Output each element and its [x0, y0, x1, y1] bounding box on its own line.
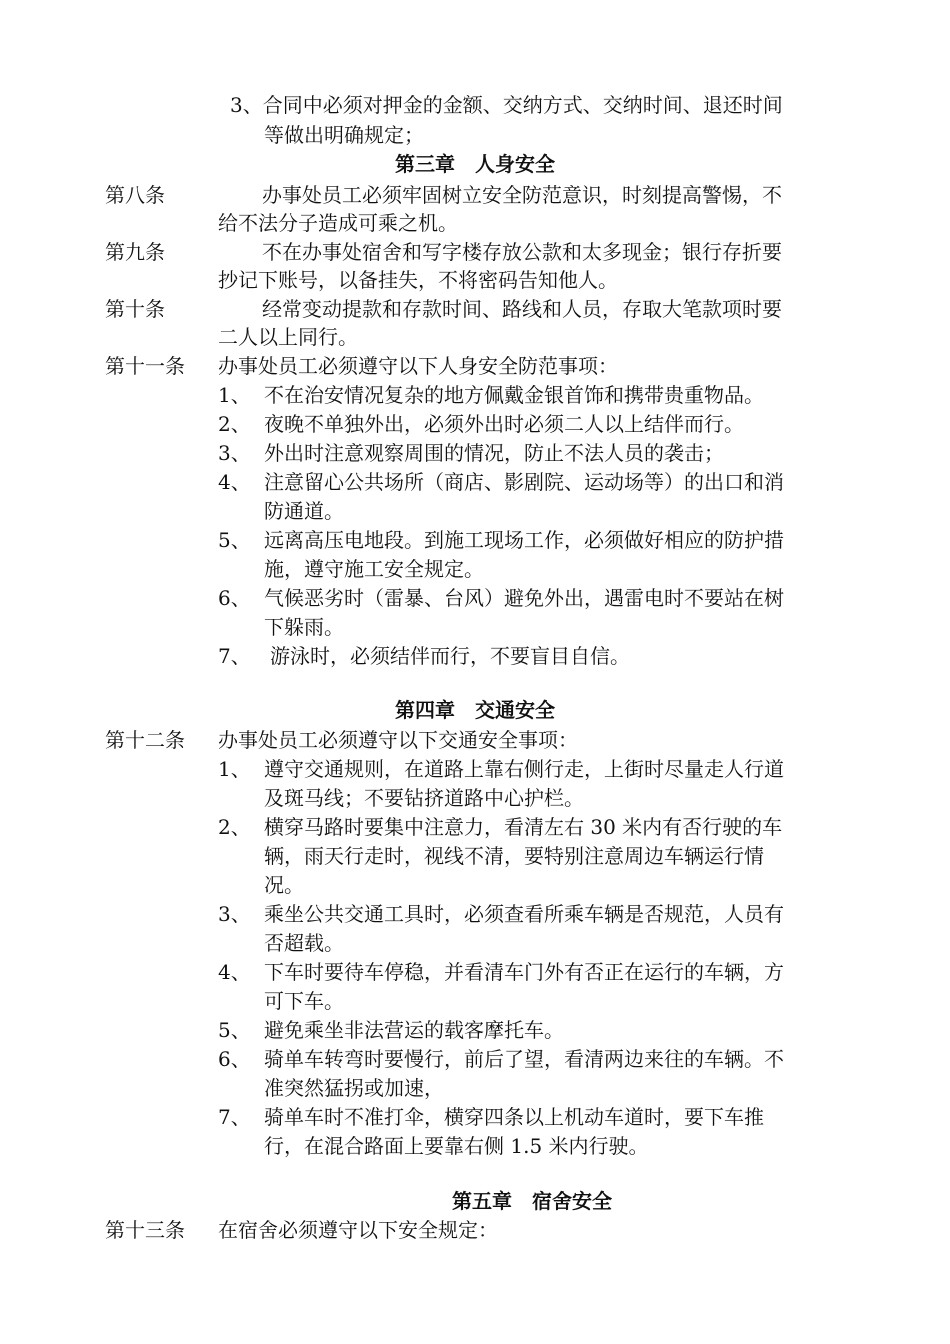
- art12-item-4-line1: 下车时要待车停稳，并看清车门外有否正在运行的车辆，方: [264, 960, 784, 984]
- art12-item-1-line2: 及斑马线；不要钻挤道路中心护栏。: [264, 786, 584, 810]
- art11-item-7-line1: 游泳时，必须结伴而行，不要盲目自信。: [270, 644, 630, 668]
- art12-item-7-line1: 骑单车时不准打伞，横穿四条以上机动车道时，要下车推: [264, 1105, 764, 1129]
- art11-item-4-num: 4、: [218, 470, 251, 494]
- article-8-line1: 办事处员工必须牢固树立安全防范意识，时刻提高警惕，不: [262, 183, 782, 207]
- art11-item-6-line1: 气候恶劣时（雷暴、台风）避免外出，遇雷电时不要站在树: [264, 586, 784, 610]
- art11-item-1-line1: 不在治安情况复杂的地方佩戴金银首饰和携带贵重物品。: [264, 383, 764, 407]
- article-11-intro: 办事处员工必须遵守以下人身安全防范事项：: [218, 354, 618, 378]
- art12-item-3-num: 3、: [218, 902, 251, 926]
- article-10-line1: 经常变动提款和存款时间、路线和人员，存取大笔款项时要: [262, 297, 782, 321]
- art12-item-6-num: 6、: [218, 1047, 251, 1071]
- article-10-label: 第十条: [105, 297, 165, 321]
- art11-item-3-num: 3、: [218, 441, 251, 465]
- art12-item-3-line1: 乘坐公共交通工具时，必须查看所乘车辆是否规范，人员有: [264, 902, 784, 926]
- art12-item-6-line2: 准突然猛拐或加速，: [264, 1076, 444, 1100]
- art12-item-4-line2: 可下车。: [264, 989, 344, 1013]
- article-13-intro: 在宿舍必须遵守以下安全规定：: [218, 1218, 498, 1242]
- art12-item-2-line3: 况。: [264, 873, 304, 897]
- article-10-line2: 二人以上同行。: [218, 325, 358, 349]
- article-8-label: 第八条: [105, 183, 165, 207]
- chapter-4-title: 第四章 交通安全: [395, 698, 555, 722]
- chapter-3-title: 第三章 人身安全: [395, 152, 555, 176]
- art11-item-3-line1: 外出时注意观察周围的情况，防止不法人员的袭击；: [264, 441, 724, 465]
- article-9-line1: 不在办事处宿舍和写字楼存放公款和太多现金；银行存折要: [262, 240, 782, 264]
- article-12-intro: 办事处员工必须遵守以下交通安全事项：: [218, 728, 578, 752]
- art12-item-1-line1: 遵守交通规则，在道路上靠右侧行走，上街时尽量走人行道: [264, 757, 784, 781]
- art12-item-3-line2: 否超载。: [264, 931, 344, 955]
- art12-item-4-num: 4、: [218, 960, 251, 984]
- top-item-line1: 3、合同中必须对押金的金额、交纳方式、交纳时间、退还时间: [230, 93, 783, 117]
- article-9-label: 第九条: [105, 240, 165, 264]
- art12-item-2-line2: 辆，雨天行走时，视线不清，要特别注意周边车辆运行情: [264, 844, 764, 868]
- art12-item-6-line1: 骑单车转弯时要慢行，前后了望，看清两边来往的车辆。不: [264, 1047, 784, 1071]
- art12-item-7-line2: 行，在混合路面上要靠右侧 1.5 米内行驶。: [264, 1134, 649, 1158]
- chapter-5-title: 第五章 宿舍安全: [452, 1189, 612, 1213]
- art11-item-1-num: 1、: [218, 383, 251, 407]
- art12-item-1-num: 1、: [218, 757, 251, 781]
- art12-item-2-line1: 横穿马路时要集中注意力，看清左右 30 米内有否行驶的车: [264, 815, 783, 839]
- art11-item-4-line1: 注意留心公共场所（商店、影剧院、运动场等）的出口和消: [264, 470, 784, 494]
- art12-item-5-num: 5、: [218, 1018, 251, 1042]
- art12-item-5-line1: 避免乘坐非法营运的载客摩托车。: [264, 1018, 564, 1042]
- article-11-label: 第十一条: [105, 354, 185, 378]
- art11-item-5-num: 5、: [218, 528, 251, 552]
- article-9-line2: 抄记下账号，以备挂失，不将密码告知他人。: [218, 268, 618, 292]
- art11-item-4-line2: 防通道。: [264, 499, 344, 523]
- art12-item-7-num: 7、: [218, 1105, 251, 1129]
- art11-item-6-line2: 下躲雨。: [264, 615, 344, 639]
- article-13-label: 第十三条: [105, 1218, 185, 1242]
- art11-item-5-line1: 远离高压电地段。到施工现场工作，必须做好相应的防护措: [264, 528, 784, 552]
- art11-item-2-num: 2、: [218, 412, 251, 436]
- top-item-line2: 等做出明确规定；: [264, 123, 424, 147]
- article-12-label: 第十二条: [105, 728, 185, 752]
- art11-item-7-num: 7、: [218, 644, 251, 668]
- article-8-line2: 给不法分子造成可乘之机。: [218, 211, 458, 235]
- art11-item-5-line2: 施，遵守施工安全规定。: [264, 557, 484, 581]
- art11-item-6-num: 6、: [218, 586, 251, 610]
- art12-item-2-num: 2、: [218, 815, 251, 839]
- art11-item-2-line1: 夜晚不单独外出，必须外出时必须二人以上结伴而行。: [264, 412, 744, 436]
